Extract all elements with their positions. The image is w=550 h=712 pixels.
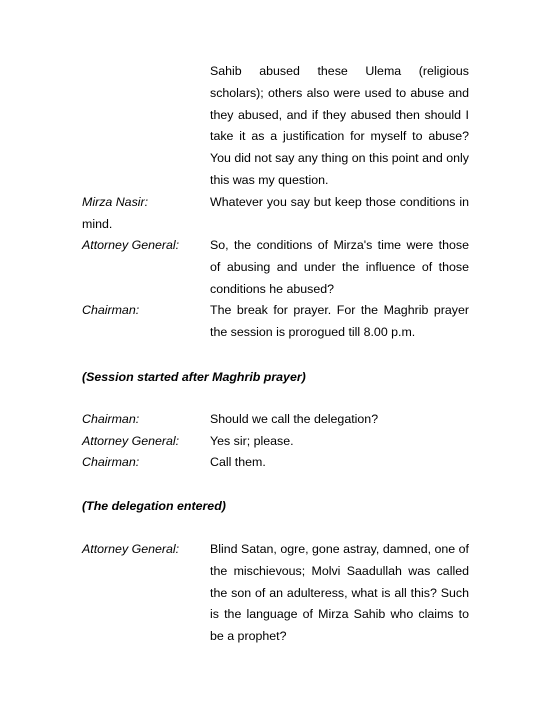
section-heading: (Session started after Maghrib prayer) (82, 370, 306, 384)
speaker-label: Attorney General: (82, 434, 180, 448)
continued-paragraph: Sahib abused these Ulema (religious scholars); others also were used to abuse and they abused, and if they abused then should I take it as a justification for myself to abuse? You did not say any thing on this point and only this was my question. (210, 64, 469, 187)
speaker-label: Mirza Nasir: (82, 195, 149, 209)
dialogue-turn (82, 452, 469, 474)
speaker-label: Chairman: (82, 303, 140, 317)
speech-text: Whatever you say but keep those conditions in mind. (82, 195, 469, 231)
section-heading: (The delegation entered) (82, 499, 226, 513)
dialogue-turn (82, 192, 469, 236)
speaker-label: Attorney General: (82, 542, 180, 556)
speech-text: Blind Satan, ogre, gone astray, damned, one of the mischievous; Molvi Saadullah was called the son of an adulteress, what is all this? Such is the language of Mirza Sahib who claims to be a prophet? (210, 542, 469, 644)
speech-text: The break for prayer. For the Maghrib prayer the session is prorogued till 8.00 p.m. (210, 303, 469, 339)
dialogue-turn (82, 235, 469, 300)
speaker-label: Chairman: (82, 412, 140, 426)
dialogue-turn (82, 300, 469, 344)
speech-text: Yes sir; please. (210, 434, 294, 448)
dialogue-turn (82, 409, 469, 431)
dialogue-turn (82, 431, 469, 453)
dialogue-turn (82, 539, 469, 648)
speech-text: So, the conditions of Mirza's time were those of abusing and under the influence of those conditions he abused? (210, 238, 469, 296)
speech-text: Should we call the delegation? (210, 412, 379, 426)
speech-text: Call them. (210, 455, 266, 469)
speaker-label: Chairman: (82, 455, 140, 469)
speaker-label: Attorney General: (82, 238, 180, 252)
